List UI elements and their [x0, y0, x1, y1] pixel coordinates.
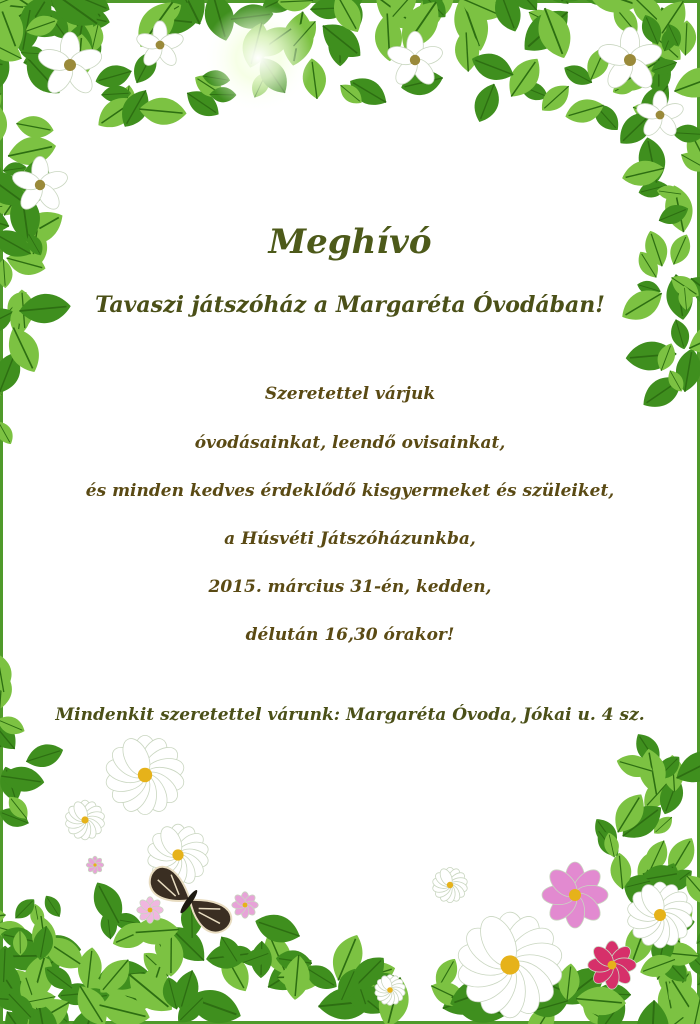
body-line-date: 2015. március 31-én, kedden, [208, 577, 492, 597]
body-line-event: a Húsvéti Játszóházunkba, [224, 529, 476, 549]
body-line-greeting: Szeretettel várjuk [264, 384, 436, 404]
body-line-families: és minden kedves érdeklődő kisgyermeket és szüleiket, [85, 481, 615, 501]
body-line-time: délután 16,30 órakor! [245, 625, 455, 645]
invitation-footer-address: Mindenkit szeretettel várunk: Margaréta Óvoda, Jókai u. 4 sz. [55, 705, 645, 725]
body-line-children: óvodásainkat, leendő ovisainkat, [194, 433, 506, 453]
invitation-title: Meghívó [268, 222, 432, 262]
invitation-subtitle: Tavaszi játszóház a Margaréta Óvodában! [95, 292, 605, 318]
